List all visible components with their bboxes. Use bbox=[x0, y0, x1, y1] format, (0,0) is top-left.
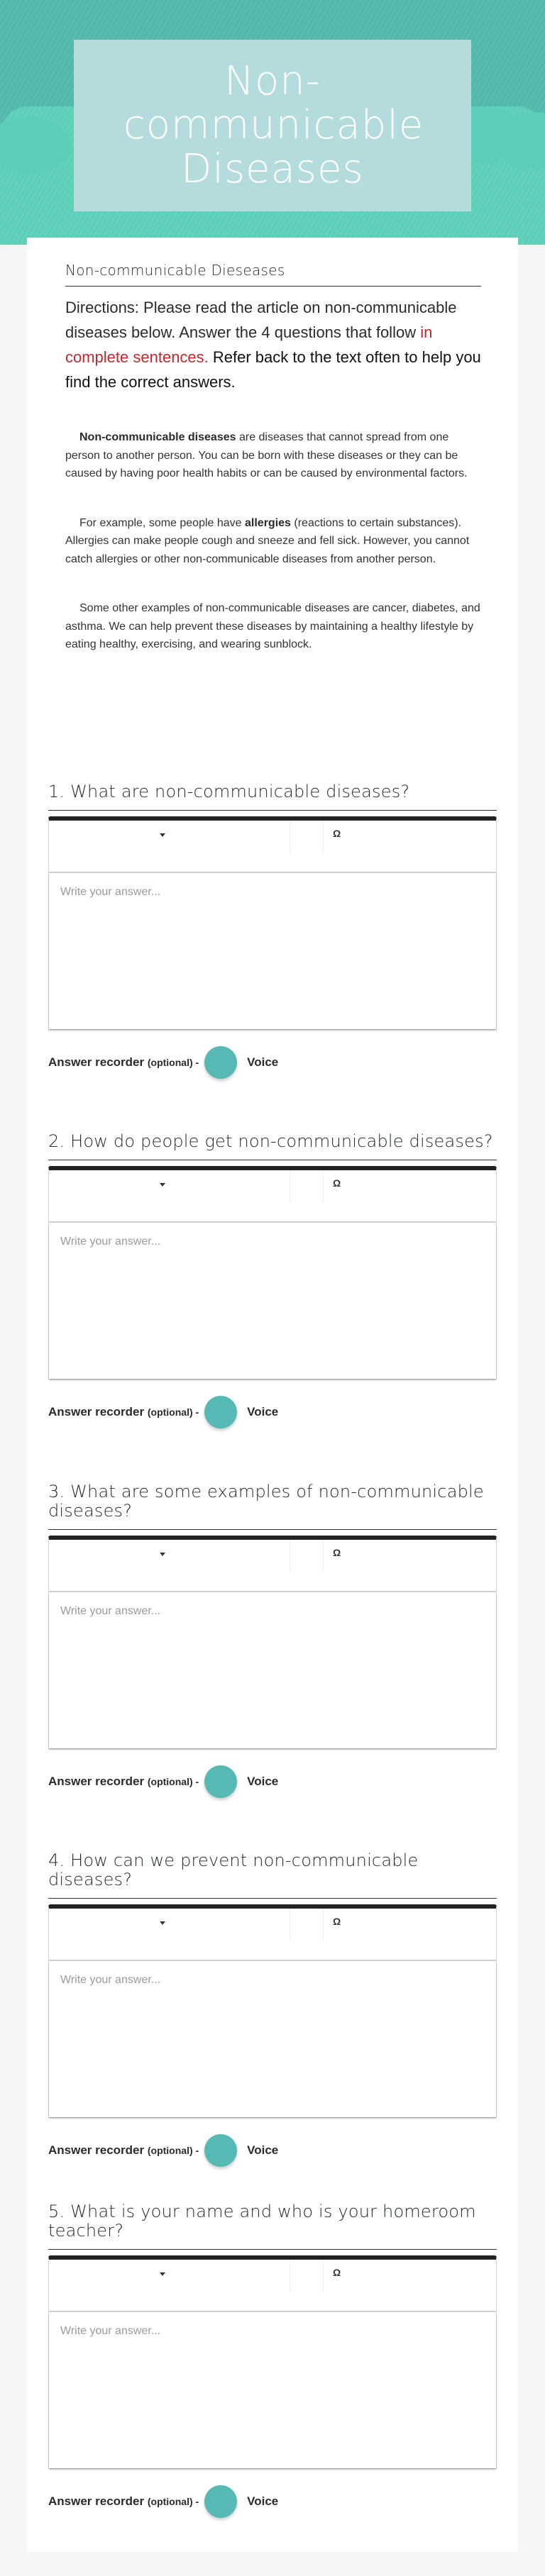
worksheet-card bbox=[27, 238, 518, 2552]
answer-recorder bbox=[48, 1045, 497, 1079]
answer-input[interactable] bbox=[49, 2312, 496, 2468]
question-3 bbox=[48, 1482, 497, 1799]
voice-label: Voice bbox=[247, 2143, 279, 2157]
paragraph-text: are diseases that cannot spread from one person to another person. You can be born with these diseases or they can be caused by having poor health habits or can be caused by environmental factors. bbox=[65, 431, 468, 479]
toolbar-divider bbox=[290, 1540, 324, 1572]
editor-toolbar bbox=[49, 2260, 496, 2312]
voice-label: Voice bbox=[247, 2494, 279, 2508]
toolbar-divider bbox=[290, 1909, 324, 1941]
question-title: 4. How can we prevent non-communicable diseases? bbox=[48, 1851, 497, 1899]
question-title: 1. What are non-communicable diseases? bbox=[48, 782, 497, 811]
paragraph-text: For example, some people have bbox=[79, 516, 246, 529]
intro-heading: Non-communicable Dieseases bbox=[65, 262, 481, 287]
voice-label: Voice bbox=[247, 1055, 279, 1069]
answer-recorder bbox=[48, 2133, 497, 2167]
recorder-label: Answer recorder (optional) - bbox=[48, 2494, 199, 2508]
special-character-icon[interactable]: Ω bbox=[333, 828, 341, 839]
editor-toolbar bbox=[49, 821, 496, 873]
header-banner bbox=[0, 0, 545, 245]
intro-section bbox=[65, 262, 481, 654]
bold-term: Non-communicable diseases bbox=[79, 431, 236, 443]
chevron-down-icon bbox=[160, 1553, 165, 1556]
special-character-icon[interactable]: Ω bbox=[333, 2267, 341, 2278]
question-5 bbox=[48, 2202, 497, 2519]
special-character-icon[interactable]: Ω bbox=[333, 1547, 341, 1558]
paragraph-text: Some other examples of non-communicable diseases are cancer, diabetes, and asthma. We can help prevent these diseases by maintaining a healthy lifestyle by eating healthy, exercising, and wearing sunblock. bbox=[65, 602, 480, 650]
toolbar-divider bbox=[290, 2260, 324, 2292]
paragraph-text: (reactions to certain substances). Allergies can make people cough and sneeze and fell sick. However, you cannot catch allergies or other non-communicable diseases from another person. bbox=[65, 516, 470, 565]
answer-input[interactable] bbox=[49, 1592, 496, 1748]
format-dropdown[interactable] bbox=[49, 1540, 290, 1572]
answer-recorder bbox=[48, 2485, 497, 2519]
recorder-label: Answer recorder (optional) - bbox=[48, 1055, 199, 1069]
voice-label: Voice bbox=[247, 1775, 279, 1788]
article-paragraph-2 bbox=[65, 514, 481, 569]
format-dropdown[interactable] bbox=[49, 1170, 290, 1203]
editor-toolbar bbox=[49, 1170, 496, 1223]
voice-label: Voice bbox=[247, 1405, 279, 1419]
answer-recorder bbox=[48, 1765, 497, 1799]
record-voice-button[interactable] bbox=[204, 1765, 237, 1798]
answer-input[interactable] bbox=[49, 1223, 496, 1379]
format-dropdown[interactable] bbox=[49, 821, 290, 853]
answer-editor bbox=[48, 1166, 497, 1379]
question-1 bbox=[48, 782, 497, 1079]
question-title: 2. How do people get non-communicable diseases? bbox=[48, 1132, 497, 1160]
format-dropdown[interactable] bbox=[49, 1909, 290, 1941]
answer-recorder bbox=[48, 1395, 497, 1429]
question-4 bbox=[48, 1851, 497, 2167]
article-paragraph-1 bbox=[65, 428, 481, 483]
record-voice-button[interactable] bbox=[204, 1046, 237, 1079]
record-voice-button[interactable] bbox=[204, 2485, 237, 2518]
answer-editor bbox=[48, 1904, 497, 2118]
chevron-down-icon bbox=[160, 1183, 165, 1187]
editor-toolbar bbox=[49, 1540, 496, 1592]
special-character-icon[interactable]: Ω bbox=[333, 1177, 341, 1189]
page-title: Non-communicable Diseases bbox=[123, 58, 424, 192]
directions-text bbox=[65, 295, 481, 394]
chevron-down-icon bbox=[160, 833, 165, 837]
answer-editor bbox=[48, 1536, 497, 1749]
chevron-down-icon bbox=[160, 2272, 165, 2276]
article-paragraph-3 bbox=[65, 599, 481, 654]
directions-part2: Refer back to the text often to help you find the correct answers. bbox=[65, 348, 481, 391]
answer-editor bbox=[48, 2255, 497, 2469]
bold-term: allergies bbox=[245, 516, 291, 529]
toolbar-divider bbox=[290, 821, 324, 853]
question-2 bbox=[48, 1132, 497, 1429]
format-dropdown[interactable] bbox=[49, 2260, 290, 2292]
recorder-label: Answer recorder (optional) - bbox=[48, 1405, 199, 1419]
directions-highlight: in complete sentences. bbox=[65, 323, 433, 366]
chevron-down-icon bbox=[160, 1921, 165, 1925]
question-title: 5. What is your name and who is your homeroom teacher? bbox=[48, 2202, 497, 2250]
recorder-label: Answer recorder (optional) - bbox=[48, 2143, 199, 2157]
toolbar-divider bbox=[290, 1170, 324, 1203]
answer-input[interactable] bbox=[49, 1961, 496, 2117]
answer-input[interactable] bbox=[49, 873, 496, 1029]
question-title: 3. What are some examples of non-communicable diseases? bbox=[48, 1482, 497, 1530]
directions-part1: Directions: Please read the article on non-communicable diseases below. Answer the 4 questions that follow bbox=[65, 299, 457, 341]
editor-toolbar bbox=[49, 1909, 496, 1961]
special-character-icon[interactable]: Ω bbox=[333, 1916, 341, 1927]
record-voice-button[interactable] bbox=[204, 2134, 237, 2167]
record-voice-button[interactable] bbox=[204, 1396, 237, 1428]
recorder-label: Answer recorder (optional) - bbox=[48, 1775, 199, 1788]
title-box bbox=[74, 40, 471, 211]
answer-editor bbox=[48, 816, 497, 1030]
